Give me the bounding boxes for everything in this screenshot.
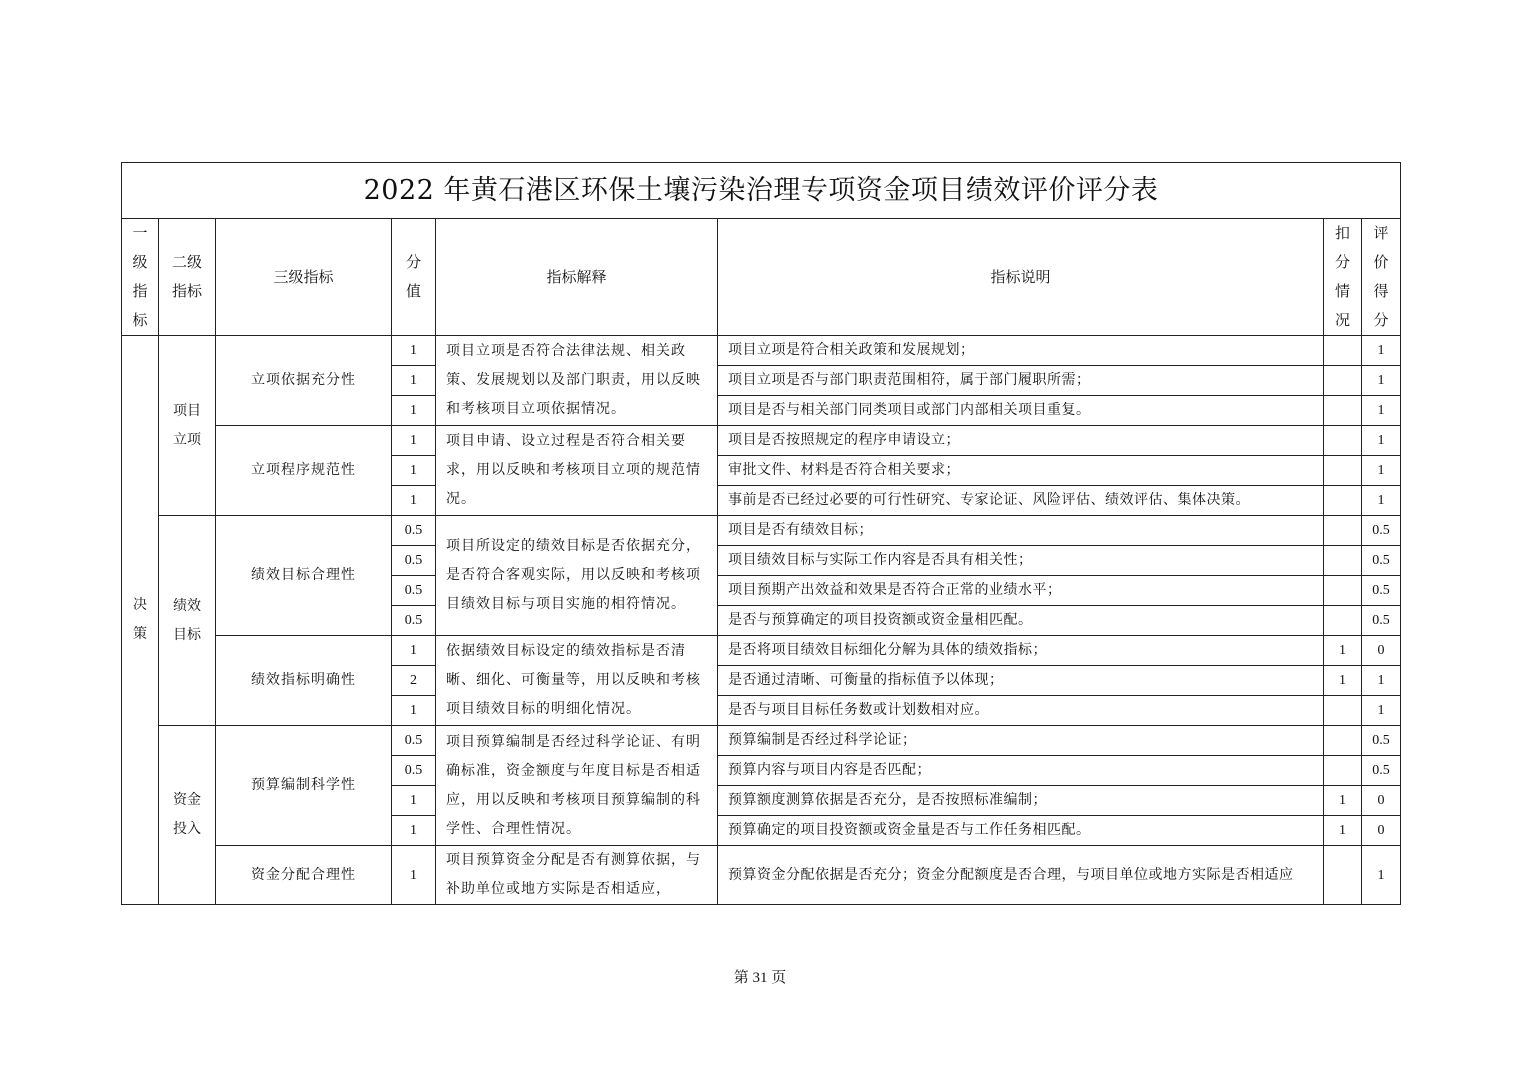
level2-text: 资金 投入 (173, 792, 201, 837)
header-row (122, 219, 1401, 336)
page-number: 第 31 页 (733, 970, 787, 986)
result-cell: 0 (1362, 786, 1401, 816)
score-cell: 1 (392, 486, 436, 516)
note-cell: 项目是否有绩效目标； (718, 516, 1324, 546)
header-deduct (1324, 219, 1362, 336)
table-row (122, 516, 1401, 546)
table-row (122, 426, 1401, 456)
header-score (392, 219, 436, 336)
score-cell: 2 (392, 666, 436, 696)
header-level2-text: 二级 指标 (171, 253, 202, 300)
result-cell: 0.5 (1362, 726, 1401, 756)
header-level1-text: 一 级 指 标 (132, 224, 148, 329)
result-cell: 1 (1362, 426, 1401, 456)
level2-text: 绩效 目标 (173, 597, 201, 643)
explain-cell: 项目所设定的绩效目标是否依据充分，是否符合客观实际，用以反映和考核项目绩效目标与项目实施的相符情况。 (436, 516, 718, 636)
level1-cell (122, 336, 159, 905)
score-cell: 1 (392, 846, 436, 905)
header-explain: 指标解释 (436, 219, 718, 336)
note-cell: 是否通过清晰、可衡量的指标值予以体现； (718, 666, 1324, 696)
result-cell: 0.5 (1362, 546, 1401, 576)
score-cell: 1 (392, 636, 436, 666)
result-cell: 1 (1362, 696, 1401, 726)
header-note: 指标说明 (718, 219, 1324, 336)
deduct-cell (1324, 456, 1362, 486)
deduct-cell (1324, 576, 1362, 606)
score-cell: 0.5 (392, 726, 436, 756)
score-cell: 0.5 (392, 756, 436, 786)
level3-cell: 立项程序规范性 (216, 426, 392, 516)
result-cell: 0.5 (1362, 516, 1401, 546)
level2-text: 项目 立项 (173, 402, 201, 448)
level3-cell: 绩效指标明确性 (216, 636, 392, 726)
score-cell: 1 (392, 366, 436, 396)
header-result-text: 评 价 得 分 (1373, 224, 1389, 329)
result-cell: 1 (1362, 366, 1401, 396)
note-cell: 项目立项是否与部门职责范围相符，属于部门履职所需； (718, 366, 1324, 396)
table-title: 2022 年黄石港区环保土壤污染治理专项资金项目绩效评价评分表 (122, 163, 1401, 219)
deduct-cell: 1 (1324, 636, 1362, 666)
note-cell: 预算资金分配依据是否充分；资金分配额度是否合理，与项目单位或地方实际是否相适应 (718, 846, 1324, 905)
result-cell: 0 (1362, 816, 1401, 846)
level3-cell: 立项依据充分性 (216, 336, 392, 426)
deduct-cell: 1 (1324, 666, 1362, 696)
note-cell: 预算编制是否经过科学论证； (718, 726, 1324, 756)
score-cell: 0.5 (392, 546, 436, 576)
explain-cell: 项目预算资金分配是否有测算依据，与补助单位或地方实际是否相适应， (436, 846, 718, 905)
result-cell: 1 (1362, 486, 1401, 516)
deduct-cell (1324, 546, 1362, 576)
result-cell: 0.5 (1362, 756, 1401, 786)
score-cell: 1 (392, 786, 436, 816)
result-cell: 0 (1362, 636, 1401, 666)
note-cell: 预算额度测算依据是否充分，是否按照标准编制； (718, 786, 1324, 816)
note-cell: 项目预期产出效益和效果是否符合正常的业绩水平； (718, 576, 1324, 606)
score-cell: 1 (392, 396, 436, 426)
deduct-cell (1324, 486, 1362, 516)
level2-cell (159, 336, 216, 516)
deduct-cell (1324, 426, 1362, 456)
score-cell: 1 (392, 336, 436, 366)
score-cell: 0.5 (392, 576, 436, 606)
note-cell: 是否与项目目标任务数或计划数相对应。 (718, 696, 1324, 726)
result-cell: 1 (1362, 396, 1401, 426)
note-cell: 预算内容与项目内容是否匹配； (718, 756, 1324, 786)
deduct-cell (1324, 366, 1362, 396)
deduct-cell (1324, 696, 1362, 726)
explain-cell: 项目预算编制是否经过科学论证、有明确标准，资金额度与年度目标是否相适应，用以反映和考核项目预算编制的科学性、合理性情况。 (436, 726, 718, 846)
note-cell: 项目绩效目标与实际工作内容是否具有相关性； (718, 546, 1324, 576)
note-cell: 项目立项是符合相关政策和发展规划； (718, 336, 1324, 366)
header-result (1362, 219, 1401, 336)
deduct-cell (1324, 516, 1362, 546)
result-cell: 1 (1362, 666, 1401, 696)
table-row (122, 336, 1401, 366)
note-cell: 事前是否已经过必要的可行性研究、专家论证、风险评估、绩效评估、集体决策。 (718, 486, 1324, 516)
table-row (122, 636, 1401, 666)
note-cell: 预算确定的项目投资额或资金量是否与工作任务相匹配。 (718, 816, 1324, 846)
level3-cell: 预算编制科学性 (216, 726, 392, 846)
score-cell: 1 (392, 456, 436, 486)
level2-cell (159, 516, 216, 726)
evaluation-score-table (121, 162, 1401, 905)
result-cell: 1 (1362, 456, 1401, 486)
header-level2 (159, 219, 216, 336)
result-cell: 1 (1362, 336, 1401, 366)
table-row (122, 846, 1401, 905)
deduct-cell: 1 (1324, 816, 1362, 846)
table-row (122, 726, 1401, 756)
score-cell: 0.5 (392, 606, 436, 636)
note-cell: 项目是否按照规定的程序申请设立； (718, 426, 1324, 456)
level2-cell (159, 726, 216, 905)
explain-cell: 依据绩效目标设定的绩效指标是否清晰、细化、可衡量等，用以反映和考核项目绩效目标的明细化情况。 (436, 636, 718, 726)
explain-cell: 项目立项是否符合法律法规、相关政策、发展规划以及部门职责，用以反映和考核项目立项依据情况。 (436, 336, 718, 426)
level3-cell: 资金分配合理性 (216, 846, 392, 905)
header-level3: 三级指标 (216, 219, 392, 336)
deduct-cell (1324, 756, 1362, 786)
level3-cell: 绩效目标合理性 (216, 516, 392, 636)
result-cell: 1 (1362, 846, 1401, 905)
level1-text: 决 策 (133, 597, 147, 642)
explain-cell: 项目申请、设立过程是否符合相关要求，用以反映和考核项目立项的规范情况。 (436, 426, 718, 516)
note-cell: 是否将项目绩效目标细化分解为具体的绩效指标； (718, 636, 1324, 666)
score-cell: 1 (392, 696, 436, 726)
score-cell: 1 (392, 426, 436, 456)
header-deduct-text: 扣 分 情 况 (1334, 224, 1350, 329)
deduct-cell: 1 (1324, 786, 1362, 816)
note-cell: 是否与预算确定的项目投资额或资金量相匹配。 (718, 606, 1324, 636)
deduct-cell (1324, 846, 1362, 905)
deduct-cell (1324, 336, 1362, 366)
deduct-cell (1324, 726, 1362, 756)
score-cell: 1 (392, 816, 436, 846)
header-score-text: 分 值 (405, 253, 421, 300)
score-cell: 0.5 (392, 516, 436, 546)
deduct-cell (1324, 606, 1362, 636)
note-cell: 审批文件、材料是否符合相关要求； (718, 456, 1324, 486)
header-level1 (122, 219, 159, 336)
result-cell: 0.5 (1362, 606, 1401, 636)
deduct-cell (1324, 396, 1362, 426)
result-cell: 0.5 (1362, 576, 1401, 606)
note-cell: 项目是否与相关部门同类项目或部门内部相关项目重复。 (718, 396, 1324, 426)
